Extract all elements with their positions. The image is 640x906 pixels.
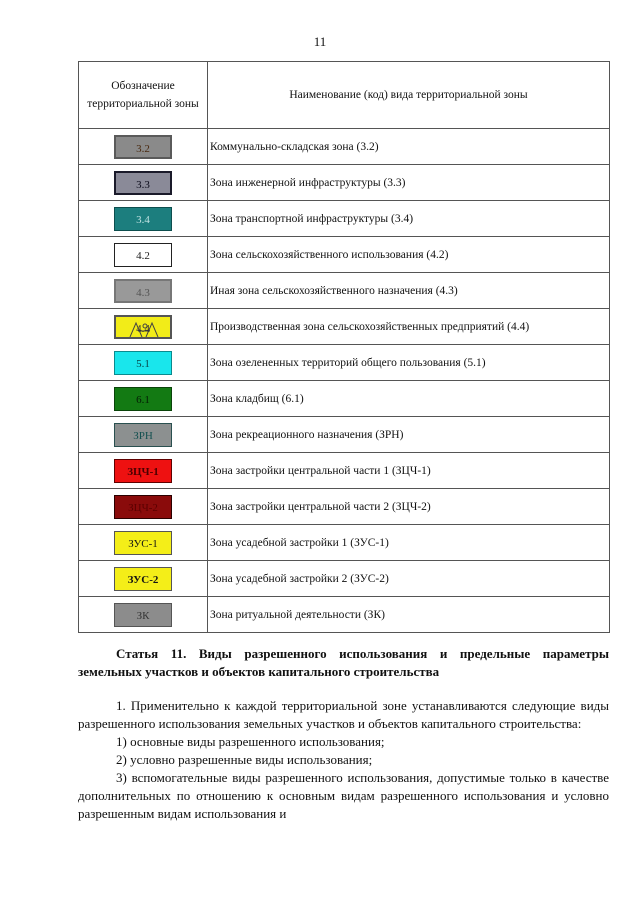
- zone-name: Зона застройки центральной части 1 (ЗЦЧ-1): [208, 453, 610, 489]
- zones-table: [78, 61, 610, 633]
- table-row: [79, 453, 610, 489]
- page-number: 11: [313, 34, 327, 49]
- table-row: [79, 309, 610, 345]
- table-row: [79, 561, 610, 597]
- zone-swatch-5-1: 5.1: [114, 351, 172, 375]
- table-row: [79, 597, 610, 633]
- zone-name: Зона усадебной застройки 2 (ЗУС-2): [208, 561, 610, 597]
- zone-name: Зона ритуальной деятельности (ЗК): [208, 597, 610, 633]
- table-row: [79, 165, 610, 201]
- zone-swatch-4-2: 4.2: [114, 243, 172, 267]
- zone-name: Зона сельскохозяйственного использования (4.2): [208, 237, 610, 273]
- table-row: [79, 345, 610, 381]
- table-row: [79, 273, 610, 309]
- zone-swatch-zk: ЗК: [114, 603, 172, 627]
- table-row: [79, 129, 610, 165]
- zone-swatch-zus-2: ЗУС-2: [114, 567, 172, 591]
- zone-swatch-zus-1: ЗУС-1: [114, 531, 172, 555]
- table-row: [79, 525, 610, 561]
- zone-swatch-3-2: 3.2: [114, 135, 172, 159]
- zone-swatch-3-4: 3.4: [114, 207, 172, 231]
- zone-code-label: 4.4: [136, 322, 150, 335]
- zone-swatch-4-3: 4.3: [114, 279, 172, 303]
- paragraph-1: 1. Применительно к каждой территориальной зоне устанавливаются следующие виды разрешенного использования земельных участков и объектов капитального строительства:: [78, 698, 609, 731]
- zone-swatch-6-1: 6.1: [114, 387, 172, 411]
- zone-name: Иная зона сельскохозяйственного назначения (4.3): [208, 273, 610, 309]
- table-row: [79, 417, 610, 453]
- zone-name: Зона инженерной инфраструктуры (3.3): [208, 165, 610, 201]
- header-code-column: Обозначение территориальной зоны: [79, 62, 208, 129]
- zone-name: Зона транспортной инфраструктуры (3.4): [208, 201, 610, 237]
- table-row: [79, 489, 610, 525]
- list-item-3: 3) вспомогательные виды разрешенного использования, допустимые только в качестве дополнительных по отношению к основным видам разрешенного использования и условно разрешенным видам использования и: [78, 770, 609, 821]
- zone-swatch-3-3: 3.3: [114, 171, 172, 195]
- table-row: [79, 381, 610, 417]
- article-heading: Статья 11. Виды разрешенного использования и предельные параметры земельных участков и объектов капитального строительства: [78, 646, 609, 679]
- zone-name: Зона рекреационного назначения (ЗРН): [208, 417, 610, 453]
- table-row: [79, 201, 610, 237]
- zone-swatch-zcch-2: ЗЦЧ-2: [114, 495, 172, 519]
- table-row: [79, 237, 610, 273]
- zone-name: Зона озелененных территорий общего пользования (5.1): [208, 345, 610, 381]
- zone-name: Коммунально-складская зона (3.2): [208, 129, 610, 165]
- list-item-2: 2) условно разрешенные виды использования;: [116, 752, 373, 767]
- header-name-column: Наименование (код) вида территориальной зоны: [208, 62, 610, 129]
- zone-name: Зона кладбищ (6.1): [208, 381, 610, 417]
- list-item-1: 1) основные виды разрешенного использования;: [116, 734, 385, 749]
- zone-name: Производственная зона сельскохозяйственных предприятий (4.4): [208, 309, 610, 345]
- table-header: [79, 62, 610, 129]
- zone-swatch-4-4: [114, 315, 172, 339]
- zone-name: Зона застройки центральной части 2 (ЗЦЧ-2): [208, 489, 610, 525]
- zone-name: Зона усадебной застройки 1 (ЗУС-1): [208, 525, 610, 561]
- zone-swatch-zrn: ЗРН: [114, 423, 172, 447]
- zone-swatch-zcch-1: ЗЦЧ-1: [114, 459, 172, 483]
